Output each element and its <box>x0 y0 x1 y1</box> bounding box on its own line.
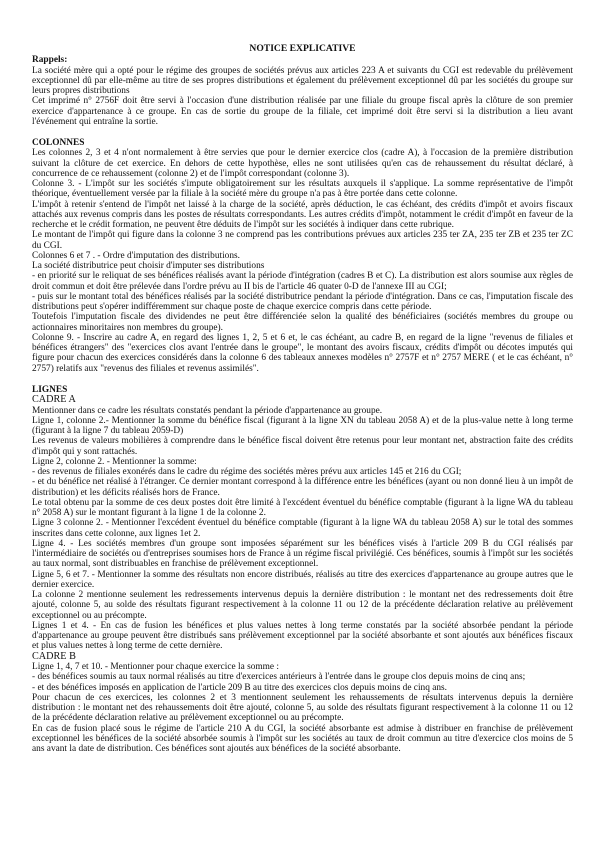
paragraph: Pour chacun de ces exercices, les colonnes 2 et 3 mentionnent seulement les rehaussements de résultats intervenus depuis la dernière distribution : le montant net des rehaussements doit être ajouté, colonne 5, au solde des résultats figurant respectivement à la colonne 11 ou 12 de la précédente déclaration relative au prélèvement exceptionnel ou au précompte. <box>32 692 573 724</box>
paragraph: Toutefois l'imputation fiscale des dividendes ne peut être différenciée selon la qualité des bénéficiaires (sociétés membres du groupe ou actionnaires minoritaires non membres du groupe). <box>32 312 573 333</box>
paragraph: La colonne 2 mentionne seulement les redressements intervenus depuis la dernière distribution : le montant net des redressements doit être ajouté, colonne 5, au solde des résultats figurant respectivement à la colonne 11 ou 12 de la précédente déclaration relative au prélèvement exceptionnel ou au précompte. <box>32 590 573 621</box>
paragraph: L'impôt à retenir s'entend de l'impôt net laissé à la charge de la société, après déduction, le cas échéant, des crédits d'impôt et avoirs fiscaux attachés aux revenus compris dans les postes de résultats correspondants. Les autres crédits d'impôt, notamment le crédit d'impôt en faveur de la recherche et le crédit formation, ne peuvent être déduits de l'impôt sur les sociétés à indiquer dans cette rubrique. <box>32 199 573 230</box>
paragraph: - et des bénéfices imposés en application de l'article 209 B au titre des exercices clos depuis moins de cinq ans. <box>32 682 448 693</box>
document-title: NOTICE EXPLICATIVE <box>249 43 356 54</box>
spacer <box>32 374 573 385</box>
paragraph: Ligne 4. - Les sociétés membres d'un groupe sont imposées séparément sur les bénéfices visés à l'article 209 B du CGI réalisés par l'intermédiaire de sociétés ou d'entreprises soumises hors de France à un régime fiscal privilégié. Ces bénéfices, soumis à l'impôt sur les sociétés au taux normal, sont distribuables en franchise de prélèvement exceptionnel. <box>32 538 573 570</box>
paragraph: Ligne 5, 6 et 7. - Mentionner la somme des résultats non encore distribués, réalisés au titre des exercices d'appartenance au groupe autres que le dernier exercice. <box>32 569 573 590</box>
paragraph: Ligne 1, colonne 2.- Mentionner la somme du bénéfice fiscal (figurant à la ligne XN du tableau 2058 A) et de la plus-value nette à long terme (figurant à la ligne 7 du tableau 2059-D) <box>32 415 573 437</box>
paragraph: - et du bénéfice net réalisé à l'étranger. Ce dernier montant correspond à la différence entre les bénéfices (ayant ou non donné lieu à un impôt de distribution) et les déficits réalisés hors de France. <box>32 477 573 498</box>
paragraph: - des bénéfices soumis au taux normal réalisés au titre d'exercices antérieurs à l'entrée dans le groupe clos depuis moins de cinq ans; <box>32 672 526 683</box>
cadre-b-label: CADRE B <box>32 650 76 662</box>
paragraph: Colonnes 6 et 7 . - Ordre d'imputation des distributions. <box>32 250 241 261</box>
paragraph: Ligne 3 colonne 2. - Mentionner l'excédent éventuel du bénéfice comptable (figurant à la ligne WA du tableau 2058 A) sur le total des sommes inscrites dans cette colonne, aux lignes 1et 2. <box>32 518 573 539</box>
rappels-heading: Rappels: <box>32 55 68 66</box>
paragraph: Cet imprimé n° 2756F doit être servi à l'occasion d'une distribution réalisée par une filiale du groupe fiscal après la clôture de son premier exercice d'appartenance à ce groupe. En cas de sortie du groupe de la filiale, cet imprimé doit être servi si la distribution a lieu avant l'événement qui entraîne la sortie. <box>32 96 573 127</box>
paragraph: - des revenus de filiales exonérés dans le cadre du régime des sociétés mères prévu aux articles 145 et 216 du CGI; <box>32 467 462 478</box>
paragraph: - puis sur le montant total des bénéfices réalisés par la société distributrice pendant la période d'intégration. Dans ce cas, l'imputation fiscale des distributions peut s'opérer indifféremment sur chaque poste de chaque exercice compris dans cette période. <box>32 291 573 312</box>
section-rappels <box>32 55 573 127</box>
paragraph: Colonne 9. - Inscrire au cadre A, en regard des lignes 1, 2, 5 et 6 et, le cas échéant, au cadre B, en regard de la ligne "revenus de filiales et bénéfices étrangers" des "exercices clos avant l'entrée dans le groupe", le montant des avoirs fiscaux, crédits d'impôt ou décotes imputés qui figure pour chacun des exercices considérés dans la colonne 6 des tableaux annexes modèles n° 2757F et n° 2757 MERE ( et le cas échéant, n° 2757) relatifs aux "revenus des filiales et revenus assimilés". <box>32 332 573 374</box>
spacer <box>32 127 573 138</box>
colonnes-heading: COLONNES <box>32 138 85 148</box>
paragraph: La société distributrice peut choisir d'imputer ses distributions <box>32 261 265 271</box>
paragraph: Mentionner dans ce cadre les résultats constatés pendant la période d'appartenance au groupe. <box>32 405 383 416</box>
paragraph: Lignes 1 et 4. - En cas de fusion les bénéfices et plus values nettes à long terme constatés par la société absorbée pendant la période d'appartenance au groupe peuvent être distribués sans prélèvement exceptionnel par la société absorbante et sont ajoutés aux bénéfices fiscaux et plus values nettes à long terme de cette dernière. <box>32 620 573 652</box>
notice-document <box>32 44 573 754</box>
cadre-a-label: CADRE A <box>32 394 76 405</box>
paragraph: Le montant de l'impôt qui figure dans la colonne 3 ne comprend pas les contributions prévues aux articles 235 ter ZA, 235 ter ZB et 235 ter ZC du CGI. <box>32 230 573 251</box>
paragraph: La société mère qui a opté pour le régime des groupes de sociétés prévus aux articles 223 A et suivants du CGI est redevable du prélèvement exceptionnel dû par elle-même au titre de ses propres distributions et également du prélèvement exceptionnel dû par les sociétés du groupe sur leurs propres distributions <box>32 65 573 96</box>
paragraph: - en priorité sur le reliquat de ses bénéfices réalisés avant la période d'intégration (cadres B et C). La distribution est alors soumise aux règles de droit commun et doit être prélevée dans l'ordre prévu au II bis de l'article 46 quater 0-D de l'annexe III au CGI; <box>32 271 573 292</box>
lignes-heading: LIGNES <box>32 384 68 395</box>
section-lignes <box>32 385 573 755</box>
paragraph: Ligne 2, colonne 2. - Mentionner la somme: <box>32 456 197 467</box>
paragraph: En cas de fusion placé sous le régime de l'article 210 A du CGI, la société absorbante est admise à distribuer en franchise de prélèvement exceptionnel les bénéfices de la société absorbée soumis à l'impôt sur les sociétés au taux de droit commun au titre d'exercice clos moins de 5 ans avant la date de distribution. Ces bénéfices sont ajoutés aux bénéfices de la société absorbante. <box>32 723 573 755</box>
paragraph: Les revenus de valeurs mobilières à comprendre dans le bénéfice fiscal doivent être retenus pour leur montant net, abstraction faite des crédits d'impôt qui y sont rattachés. <box>32 436 573 457</box>
paragraph: Les colonnes 2, 3 et 4 n'ont normalement à être servies que pour le dernier exercice clos (cadre A), à l'occasion de la première distribution suivant la clôture de cet exercice. En dehors de cette hypothèse, elles ne sont utilisées qu'en cas de rehaussement du résultat déclaré, à concurrence de ce rehaussement (colonne 2) et de l'impôt correspondant (colonne 3). <box>32 148 573 179</box>
paragraph: Ligne 1, 4, 7 et 10. - Mentionner pour chaque exercice la somme : <box>32 662 280 673</box>
paragraph: Le total obtenu par la somme de ces deux postes doit être limité à l'excédent éventuel du bénéfice comptable (figurant à la ligne WA du tableau n° 2058 A) sur le montant figurant à la ligne 1 de la colonne 2. <box>32 497 573 519</box>
section-colonnes <box>32 138 573 374</box>
paragraph: Colonne 3. - L'impôt sur les sociétés s'impute obligatoirement sur les résultats auxquels il s'applique. La somme représentative de l'impôt théorique, éventuellement versée par la filiale à la société mère du groupe n'a pas à être portée dans cette colonne. <box>32 179 573 200</box>
